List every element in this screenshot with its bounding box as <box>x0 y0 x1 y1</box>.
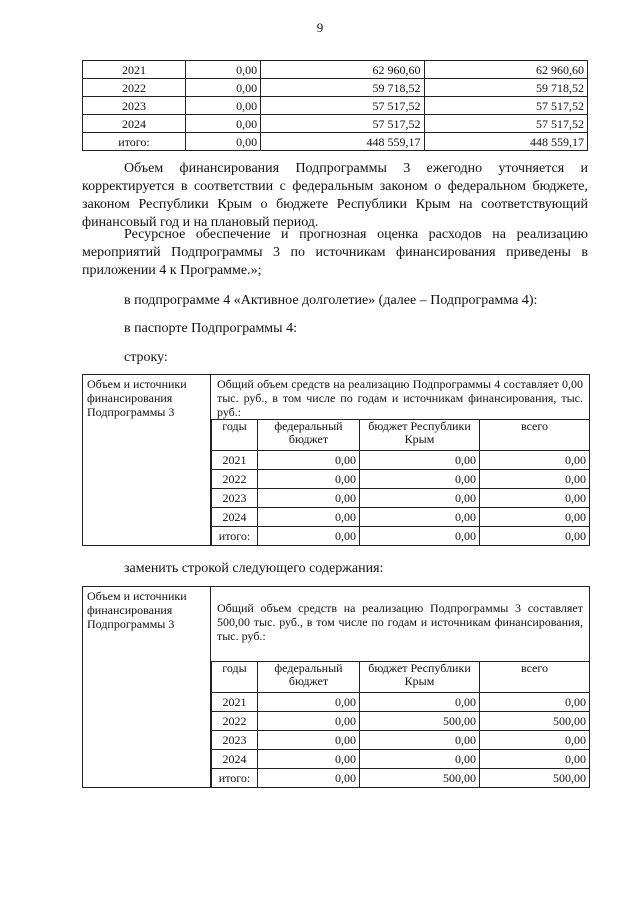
paragraph-funding-adjustment <box>82 160 588 232</box>
year-cell: 2022 <box>212 712 258 731</box>
total-cell: 62 960,60 <box>424 61 587 79</box>
passport-row-old <box>82 374 590 546</box>
federal-cell: 0,00 <box>186 97 261 115</box>
year-cell: итого: <box>83 133 186 151</box>
federal-cell: 0,00 <box>258 527 360 546</box>
year-cell: 2022 <box>83 79 186 97</box>
table-row <box>212 527 590 546</box>
passport-row-new <box>82 586 590 788</box>
total-cell: 0,00 <box>480 750 590 769</box>
crimea-cell: 0,00 <box>360 527 480 546</box>
header-federal: федеральный бюджет <box>258 420 360 451</box>
table-row <box>83 79 588 97</box>
crimea-cell: 57 517,52 <box>261 97 424 115</box>
year-cell: итого: <box>212 527 258 546</box>
crimea-cell: 500,00 <box>360 769 480 788</box>
header-federal: федеральный бюджет <box>258 662 360 693</box>
paragraph-text: Ресурсное обеспечение и прогнозная оценка расходов на реализацию мероприятий Подпрограммы 3 по источникам финансирования приведены в приложении 4 к Программе.»; <box>82 227 588 278</box>
federal-cell: 0,00 <box>186 133 261 151</box>
crimea-cell: 0,00 <box>360 750 480 769</box>
total-cell: 0,00 <box>480 489 590 508</box>
replace-heading: заменить строкой следующего содержания: <box>124 561 384 576</box>
total-cell: 59 718,52 <box>424 79 587 97</box>
passport-description: Общий объем средств на реализацию Подпрограммы 3 составляет 500,00 тыс. руб., в том числе по годам и источникам финансирования, тыс. руб.: <box>217 601 583 643</box>
table-row <box>212 731 590 750</box>
passport-left-label: Объем и источники финансирования Подпрограммы 3 <box>83 587 211 787</box>
federal-cell: 0,00 <box>258 451 360 470</box>
table-row <box>83 133 588 151</box>
federal-cell: 0,00 <box>186 115 261 133</box>
year-cell: 2024 <box>83 115 186 133</box>
total-cell: 0,00 <box>480 527 590 546</box>
crimea-cell: 0,00 <box>360 731 480 750</box>
table-row <box>83 97 588 115</box>
total-cell: 500,00 <box>480 769 590 788</box>
header-total: всего <box>480 662 590 693</box>
total-cell: 0,00 <box>480 451 590 470</box>
table-row <box>212 712 590 731</box>
total-cell: 448 559,17 <box>424 133 587 151</box>
crimea-cell: 0,00 <box>360 451 480 470</box>
paragraph-resource-support <box>82 226 588 280</box>
header-total: всего <box>480 420 590 451</box>
total-cell: 0,00 <box>480 693 590 712</box>
total-cell: 57 517,52 <box>424 97 587 115</box>
federal-cell: 0,00 <box>258 508 360 527</box>
crimea-cell: 59 718,52 <box>261 79 424 97</box>
year-cell: 2021 <box>212 693 258 712</box>
crimea-cell: 0,00 <box>360 470 480 489</box>
year-cell: 2024 <box>212 508 258 527</box>
total-cell: 0,00 <box>480 470 590 489</box>
passport-heading: в паспорте Подпрограммы 4: <box>124 321 297 336</box>
year-cell: итого: <box>212 769 258 788</box>
federal-cell: 0,00 <box>258 712 360 731</box>
header-years: годы <box>212 420 258 451</box>
table-row <box>212 508 590 527</box>
table-row <box>83 115 588 133</box>
header-crimea: бюджет Республики Крым <box>360 662 480 693</box>
total-cell: 500,00 <box>480 712 590 731</box>
passport-description: Общий объем средств на реализацию Подпрограммы 4 составляет 0,00 тыс. руб., в том числе по годам и источникам финансирования, тыс. руб.: <box>217 377 583 419</box>
crimea-cell: 0,00 <box>360 489 480 508</box>
total-cell: 0,00 <box>480 508 590 527</box>
header-years: годы <box>212 662 258 693</box>
crimea-cell: 0,00 <box>360 508 480 527</box>
total-cell: 57 517,52 <box>424 115 587 133</box>
table-header-row <box>212 420 590 451</box>
year-cell: 2022 <box>212 470 258 489</box>
table-row <box>212 693 590 712</box>
funding-table-subprogram-3 <box>82 60 588 151</box>
total-cell: 0,00 <box>480 731 590 750</box>
table-header-row <box>212 662 590 693</box>
table-row <box>83 61 588 79</box>
passport-funding-table <box>211 419 589 545</box>
year-cell: 2023 <box>212 731 258 750</box>
federal-cell: 0,00 <box>258 489 360 508</box>
page-number: 9 <box>316 20 324 35</box>
year-cell: 2023 <box>212 489 258 508</box>
federal-cell: 0,00 <box>186 79 261 97</box>
table-row <box>212 470 590 489</box>
header-crimea: бюджет Республики Крым <box>360 420 480 451</box>
passport-left-label: Объем и источники финансирования Подпрограммы 3 <box>83 375 211 545</box>
crimea-cell: 448 559,17 <box>261 133 424 151</box>
federal-cell: 0,00 <box>258 731 360 750</box>
row-heading: строку: <box>124 350 168 365</box>
year-cell: 2024 <box>212 750 258 769</box>
federal-cell: 0,00 <box>186 61 261 79</box>
crimea-cell: 57 517,52 <box>261 115 424 133</box>
subprogram-4-heading: в подпрограмме 4 «Активное долголетие» (далее – Подпрограмма 4): <box>124 293 538 308</box>
paragraph-text: Объем финансирования Подпрограммы 3 ежегодно уточняется и корректируется в соответствии с федеральным законом о федеральном бюджете, законом Республики Крым о бюджете Республики Крым на соответствующий финансовый год и на плановый период. <box>82 161 588 230</box>
crimea-cell: 62 960,60 <box>261 61 424 79</box>
federal-cell: 0,00 <box>258 693 360 712</box>
table-row <box>212 750 590 769</box>
year-cell: 2023 <box>83 97 186 115</box>
crimea-cell: 0,00 <box>360 693 480 712</box>
year-cell: 2021 <box>83 61 186 79</box>
crimea-cell: 500,00 <box>360 712 480 731</box>
table-row <box>212 769 590 788</box>
table-row <box>212 489 590 508</box>
table-row <box>212 451 590 470</box>
passport-funding-table <box>211 661 589 787</box>
year-cell: 2021 <box>212 451 258 470</box>
federal-cell: 0,00 <box>258 769 360 788</box>
federal-cell: 0,00 <box>258 750 360 769</box>
federal-cell: 0,00 <box>258 470 360 489</box>
